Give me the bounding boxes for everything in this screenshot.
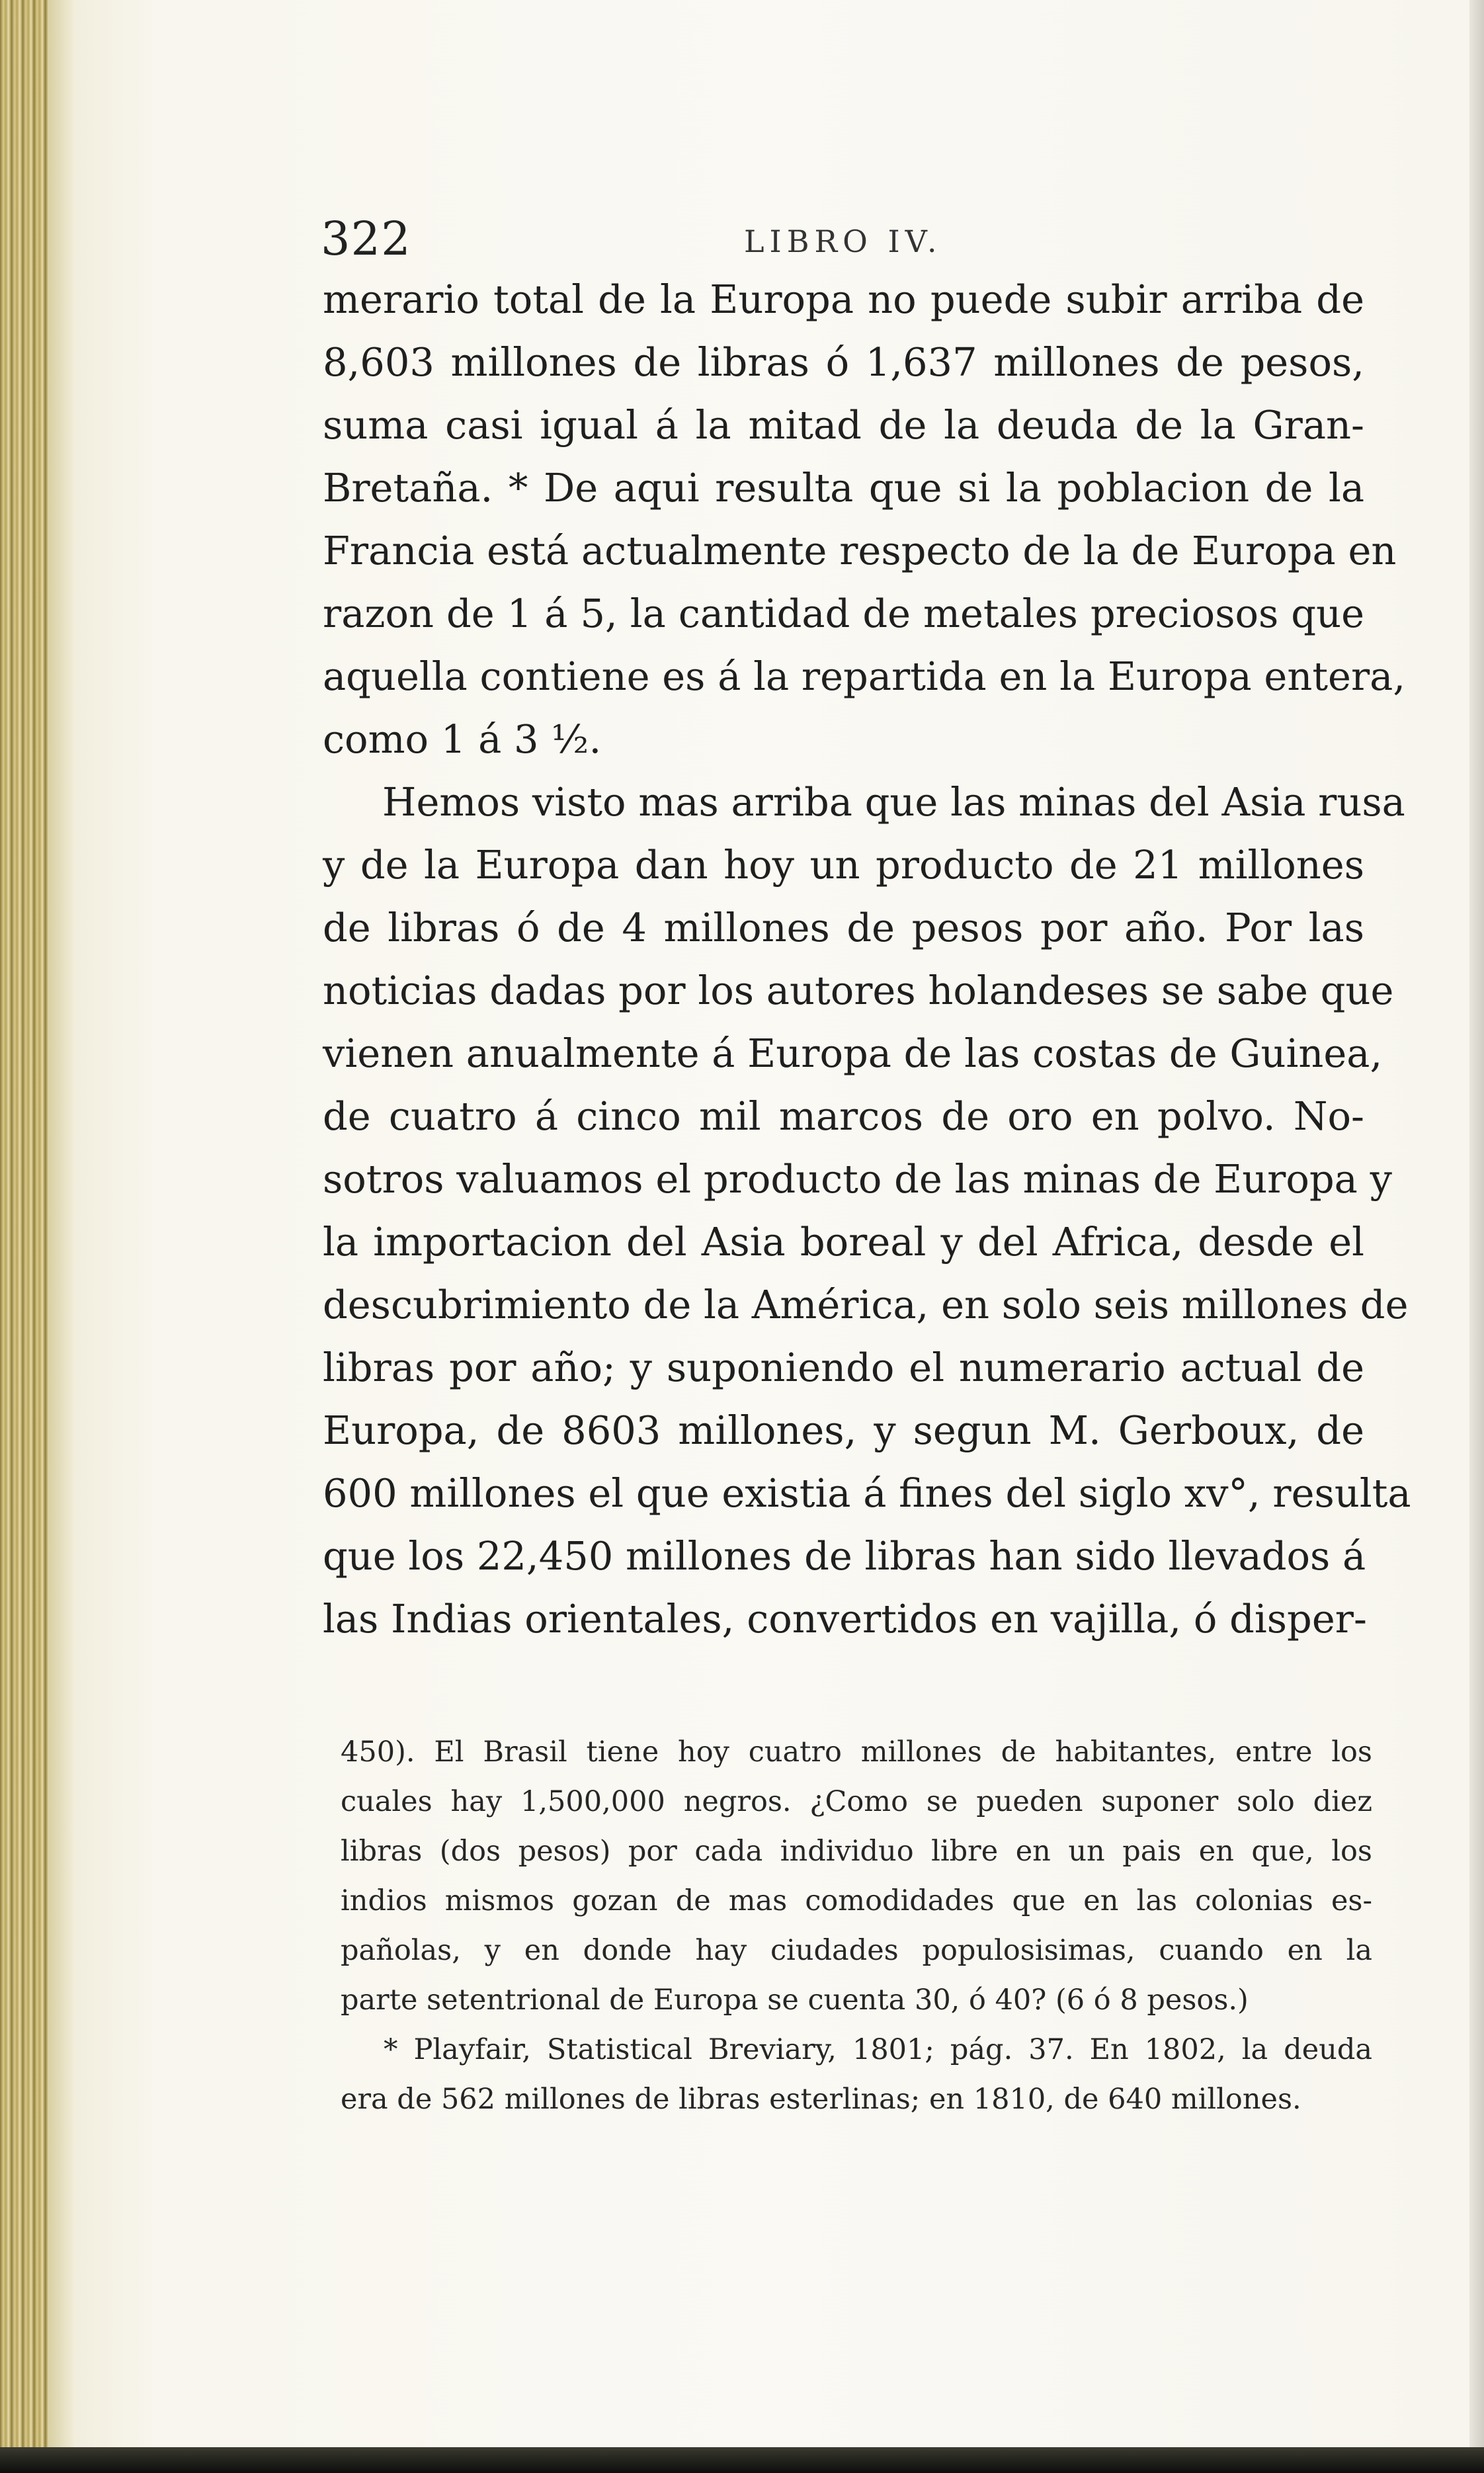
footnote-line: cuales hay 1,500,000 negros. ¿Como se pueden suponer solo diez	[341, 1785, 1372, 1818]
text-line: sotros valuamos el producto de las minas de Europa y	[323, 1156, 1392, 1202]
text-line: de cuatro á cinco mil marcos de oro en polvo. No-	[323, 1093, 1364, 1139]
text-line: 8,603 millones de libras ó 1,637 millones de pesos,	[323, 339, 1364, 385]
gilt-page-edge	[0, 0, 48, 2473]
text-line: noticias dadas por los autores holandeses se sabe que	[323, 968, 1394, 1013]
footnotes	[341, 1728, 1372, 2124]
text-line: de libras ó de 4 millones de pesos por año. Por las	[323, 905, 1364, 950]
text-line: Francia está actualmente respecto de la de Europa en	[323, 528, 1397, 573]
footnote-line: * Playfair, Statistical Breviary, 1801; pág. 37. En 1802, la deuda	[384, 2033, 1372, 2066]
text-line: las Indias orientales, convertidos en vajilla, ó disper-	[323, 1596, 1367, 1642]
text-line: razon de 1 á 5, la cantidad de metales preciosos que	[323, 591, 1364, 636]
page-header	[321, 212, 1366, 265]
text-line: merario total de la Europa no puede subir arriba de	[323, 276, 1364, 322]
text-line: la importacion del Asia boreal y del Africa, desde el	[323, 1219, 1364, 1265]
body-text	[323, 268, 1411, 1650]
text-line: 600 millones el que existia á fines del siglo xv°, resulta	[323, 1470, 1411, 1516]
footnote-line: pañolas, y en donde hay ciudades populosisimas, cuando en la	[341, 1934, 1372, 1967]
page-gutter	[48, 0, 74, 2473]
text-line: Bretaña. * De aqui resulta que si la poblacion de la	[323, 465, 1364, 511]
footnote-line: indios mismos gozan de mas comodidades que en las colonias es-	[341, 1884, 1372, 1917]
text-line: suma casi igual á la mitad de la deuda de la Gran-	[323, 402, 1364, 448]
text-line: Europa, de 8603 millones, y segun M. Gerboux, de	[323, 1407, 1364, 1453]
footnote-line: 450). El Brasil tiene hoy cuatro millones de habitantes, entre los	[341, 1736, 1372, 1769]
scan-bottom-edge	[0, 2447, 1484, 2473]
text-line: descubrimiento de la América, en solo seis millones de	[323, 1282, 1409, 1327]
text-line: vienen anualmente á Europa de las costas de Guinea,	[323, 1030, 1383, 1076]
page-number: 322	[321, 212, 411, 266]
running-head: LIBRO IV.	[744, 224, 942, 259]
text-line: y de la Europa dan hoy un producto de 21 millones	[323, 842, 1364, 888]
footnote-line: parte setentrional de Europa se cuenta 30, ó 40? (6 ó 8 pesos.)	[341, 1984, 1249, 2017]
text-line: aquella contiene es á la repartida en la Europa entera,	[323, 653, 1406, 699]
text-line: que los 22,450 millones de libras han sido llevados á	[323, 1533, 1366, 1579]
text-line: libras por año; y suponiendo el numerario actual de	[323, 1345, 1364, 1390]
text-line: como 1 á 3 ½.	[323, 716, 602, 762]
footnote-line: libras (dos pesos) por cada individuo libre en un pais en que, los	[341, 1835, 1372, 1868]
text-line: Hemos visto mas arriba que las minas del Asia rusa	[382, 779, 1405, 825]
footnote-line: era de 562 millones de libras esterlinas; en 1810, de 640 millones.	[341, 2083, 1301, 2116]
page-right-edge	[1469, 0, 1484, 2447]
